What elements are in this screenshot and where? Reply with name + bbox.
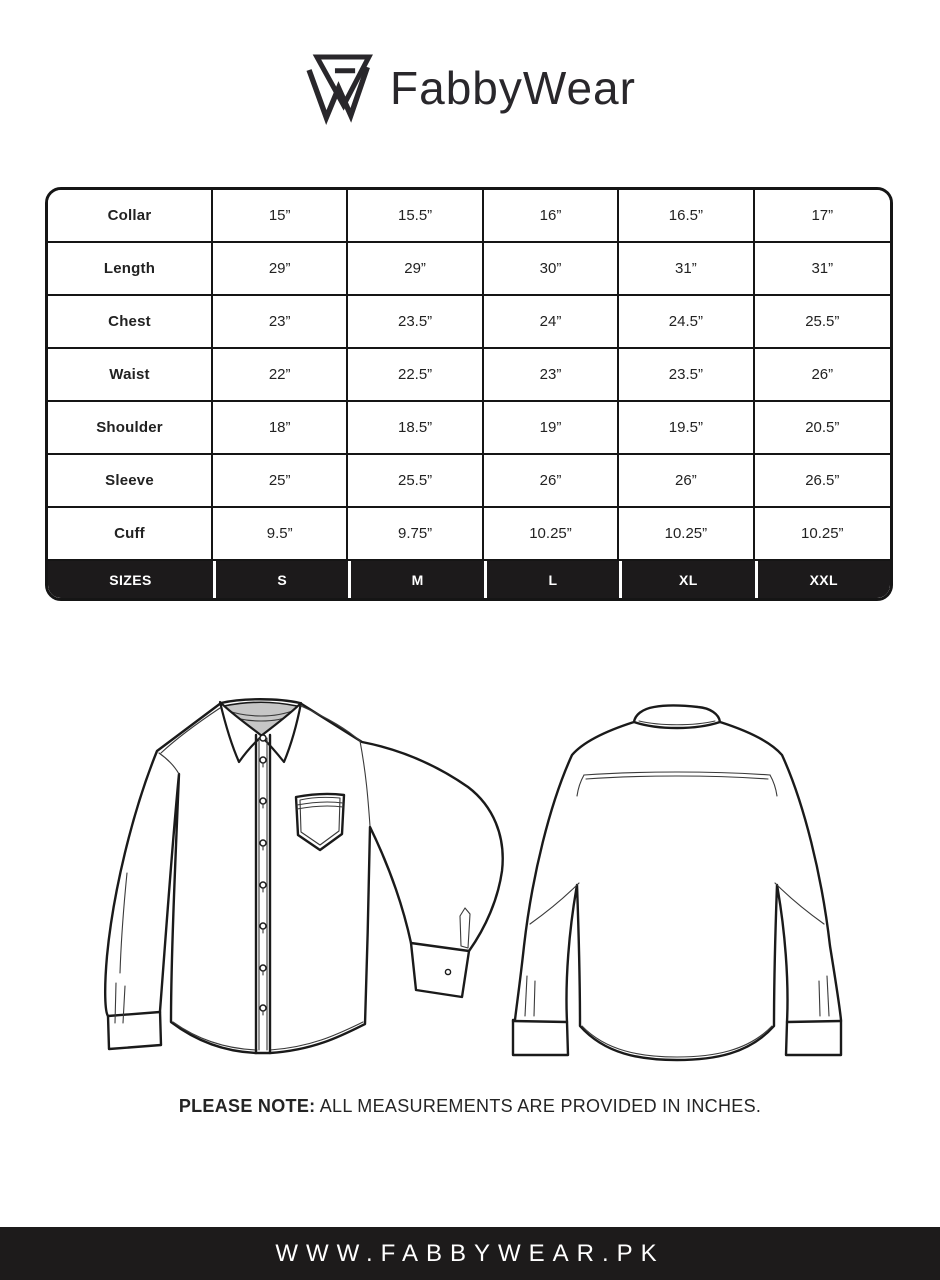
size-chart-row (48, 243, 890, 296)
measurement-note (0, 1096, 940, 1117)
measurement-value: 25.5” (348, 455, 483, 508)
note-text: ALL MEASUREMENTS ARE PROVIDED IN INCHES. (319, 1096, 762, 1116)
measurement-value: 19” (484, 402, 619, 455)
fabbywear-logo-icon (304, 48, 376, 128)
measurement-value: 26.5” (755, 455, 890, 508)
measurement-label: Cuff (48, 508, 213, 561)
measurement-value: 18.5” (348, 402, 483, 455)
measurement-value: 23” (213, 296, 348, 349)
measurement-value: 31” (619, 243, 754, 296)
size-chart-row (48, 402, 890, 455)
measurement-value: 17” (755, 190, 890, 243)
measurement-value: 24” (484, 296, 619, 349)
shirt-buttons (260, 735, 266, 1015)
measurement-value: 25” (213, 455, 348, 508)
measurement-value: 30” (484, 243, 619, 296)
brand-logo (0, 48, 940, 128)
measurement-value: 23.5” (348, 296, 483, 349)
measurement-label: Length (48, 243, 213, 296)
measurement-rows (48, 190, 890, 561)
sizes-header-row (48, 561, 890, 598)
measurement-value: 10.25” (484, 508, 619, 561)
shirt-back-illustration (513, 706, 841, 1061)
measurement-value: 15” (213, 190, 348, 243)
size-header: M (348, 561, 483, 598)
measurement-value: 29” (213, 243, 348, 296)
measurement-label: Collar (48, 190, 213, 243)
website-link[interactable]: WWW.FABBYWEAR.PK (275, 1239, 665, 1267)
measurement-value: 9.75” (348, 508, 483, 561)
measurement-value: 15.5” (348, 190, 483, 243)
measurement-value: 22” (213, 349, 348, 402)
size-chart-row (48, 508, 890, 561)
size-header: S (213, 561, 348, 598)
shirt-front-illustration (105, 699, 503, 1053)
measurement-value: 18” (213, 402, 348, 455)
brand-name: FabbyWear (390, 62, 636, 114)
size-header: XL (619, 561, 754, 598)
note-emphasis: PLEASE NOTE: (178, 1096, 316, 1116)
measurement-value: 26” (484, 455, 619, 508)
size-header: L (484, 561, 619, 598)
measurement-value: 31” (755, 243, 890, 296)
measurement-value: 23” (484, 349, 619, 402)
measurement-label: Shoulder (48, 402, 213, 455)
size-chart-row (48, 296, 890, 349)
size-header: XXL (755, 561, 890, 598)
measurement-label: Waist (48, 349, 213, 402)
measurement-value: 29” (348, 243, 483, 296)
measurement-value: 20.5” (755, 402, 890, 455)
chest-pocket (296, 794, 344, 850)
measurement-value: 25.5” (755, 296, 890, 349)
measurement-value: 22.5” (348, 349, 483, 402)
footer-bar (0, 1227, 940, 1280)
size-chart-row (48, 455, 890, 508)
measurement-label: Sleeve (48, 455, 213, 508)
measurement-value: 19.5” (619, 402, 754, 455)
size-chart-row (48, 190, 890, 243)
measurement-value: 10.25” (619, 508, 754, 561)
measurement-value: 9.5” (213, 508, 348, 561)
size-chart-row (48, 349, 890, 402)
measurement-value: 26” (755, 349, 890, 402)
measurement-value: 16.5” (619, 190, 754, 243)
shirt-illustrations (80, 678, 880, 1078)
sizes-label: SIZES (48, 561, 213, 598)
measurement-value: 24.5” (619, 296, 754, 349)
measurement-value: 26” (619, 455, 754, 508)
size-chart-table (45, 187, 893, 601)
measurement-value: 10.25” (755, 508, 890, 561)
measurement-value: 16” (484, 190, 619, 243)
measurement-label: Chest (48, 296, 213, 349)
measurement-value: 23.5” (619, 349, 754, 402)
